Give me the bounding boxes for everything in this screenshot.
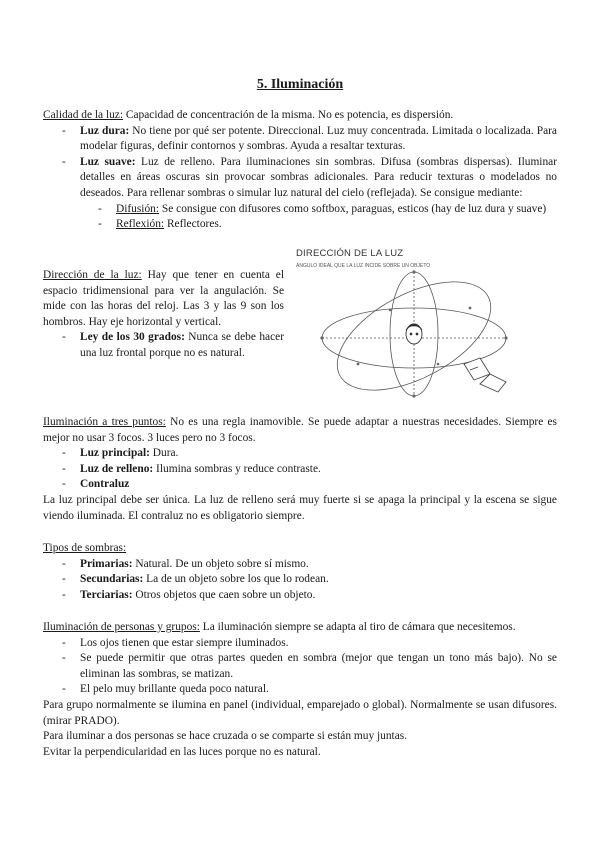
section-direccion bbox=[43, 268, 284, 362]
list-item bbox=[43, 217, 557, 233]
item-term: Luz de relleno: bbox=[80, 462, 154, 475]
list-item bbox=[43, 446, 557, 462]
item-term: Luz dura: bbox=[80, 124, 130, 137]
sombras-heading: Tipos de sombras: bbox=[43, 542, 127, 554]
item-term: Ley de los 30 grados: bbox=[80, 331, 185, 344]
section-sombras bbox=[43, 541, 557, 603]
page-title: 5. Iluminación bbox=[256, 77, 344, 92]
item-text: Natural. De un objeto sobre sí mismo. bbox=[132, 557, 309, 570]
item-term: Terciarias: bbox=[80, 588, 133, 601]
personas-heading: Iluminación de personas y grupos: bbox=[43, 621, 200, 633]
list-item bbox=[43, 477, 557, 493]
personas-list bbox=[43, 636, 557, 698]
item-text: La de un objeto sobre los que lo rodean. bbox=[143, 573, 329, 586]
item-text: Nunca se debe hacer una luz frontal porque no es natural. bbox=[80, 331, 284, 359]
calidad-sublist bbox=[43, 202, 557, 233]
list-item bbox=[43, 557, 557, 573]
item-term: Difusión: bbox=[116, 202, 160, 215]
item-term: Luz suave: bbox=[80, 155, 136, 168]
item-text: Luz de relleno. Para iluminaciones sin sombras. Difusa (sombras dispersas). Iluminar detalles en áreas oscuras sin provocar sombras adicionales. Para reducir texturas o modelados no deseados. Para rellenar sombras o simular luz natural del cielo (reflejada). Se consigue mediante: bbox=[80, 155, 558, 199]
list-item: - El pelo muy brillante queda poco natural. bbox=[43, 682, 557, 698]
sombras-paragraph bbox=[43, 541, 557, 557]
personas-text: La iluminación siempre se adapta al tiro de cámara que necesitemos. bbox=[199, 621, 516, 633]
section-calidad bbox=[43, 108, 557, 233]
list-item: - Los ojos tienen que estar siempre iluminados. bbox=[43, 636, 557, 652]
direccion-paragraph bbox=[43, 268, 284, 330]
item-text: No tiene por qué ser potente. Direccional. Luz muy concentrada. Limitada o localizada. Para modelar figuras, definir contornos y sombras. Ayuda a resaltar texturas. bbox=[80, 124, 557, 153]
calidad-list bbox=[43, 124, 557, 202]
item-text: Se consigue con difusores como softbox, paraguas, esticos (hay de luz dura y suave) bbox=[159, 202, 547, 215]
personas-para2: Para iluminar a dos personas se hace cruzada o se comparte si están muy juntas. bbox=[43, 730, 408, 743]
item-term: Contraluz bbox=[80, 478, 130, 491]
list-item bbox=[43, 330, 284, 361]
section-tres-puntos bbox=[43, 415, 557, 524]
item-text: Reflectores. bbox=[164, 218, 222, 231]
item-text: Dura. bbox=[149, 447, 179, 460]
section-personas bbox=[43, 620, 557, 760]
head-object-icon bbox=[406, 324, 422, 344]
direccion-list bbox=[43, 330, 284, 361]
list-item: - Se puede permitir que otras partes queden en sombra (mejor que tengan un tono más bajo). No se eliminan las sombras, se matizan. bbox=[43, 651, 557, 682]
list-item bbox=[43, 155, 557, 202]
tres-puntos-after: La luz principal debe ser única. La luz de relleno será muy fuerte si se apaga la principal y la escena se sigue viendo iluminada. El contraluz no es obligatorio siempre. bbox=[43, 493, 557, 522]
calidad-paragraph bbox=[43, 108, 557, 124]
item-text: Ilumina sombras y reduce contraste. bbox=[153, 462, 321, 475]
tres-puntos-list bbox=[43, 446, 557, 493]
light-sphere-diagram bbox=[294, 246, 556, 400]
item-text: Otros objetos que caen sobre un objeto. bbox=[132, 588, 316, 601]
calidad-heading: Calidad de la luz: bbox=[43, 109, 124, 121]
personas-para3: Evitar la perpendicularidad en las luces porque no es natural. bbox=[43, 745, 321, 758]
item-term: Secundarias: bbox=[80, 573, 144, 586]
figure-title: DIRECCIÓN DE LA LUZ bbox=[296, 248, 404, 259]
tres-puntos-text: No es una regla inamovible. Se puede adaptar a nuestras necesidades. Siempre es mejor no usar 3 focos. 3 luces pero no 3 focos. bbox=[43, 416, 557, 444]
item-term: Luz principal: bbox=[80, 447, 150, 460]
direccion-text: Hay que tener en cuenta el espacio tridimensional para ver la angulación. Se mide con las horas del reloj. Las 3 y las 9 son los hombros. Hay eje horizontal y vertical. bbox=[43, 269, 284, 328]
spotlight-icon bbox=[464, 358, 506, 392]
sombras-list bbox=[43, 557, 557, 604]
tres-puntos-heading: Iluminación a tres puntos: bbox=[43, 416, 166, 428]
item-term: Primarias: bbox=[80, 557, 133, 570]
list-item bbox=[43, 588, 557, 604]
list-item bbox=[43, 124, 557, 155]
personas-para1: Para grupo normalmente se ilumina en panel (individual, emparejado o global). Normalmente se usan difusores. (mirar PRADO). bbox=[43, 698, 557, 727]
list-item bbox=[43, 572, 557, 588]
figure-subtitle: ÁNGULO IDEAL QUE LA LUZ INCIDE SOBRE UN OBJETO bbox=[296, 263, 431, 269]
list-item bbox=[43, 462, 557, 478]
direccion-heading: Dirección de la luz: bbox=[43, 269, 142, 281]
calidad-text: Capacidad de concentración de la misma. No es potencia, es dispersión. bbox=[123, 109, 454, 121]
list-item bbox=[43, 202, 557, 218]
tres-puntos-paragraph bbox=[43, 415, 557, 446]
item-term: Reflexión: bbox=[116, 218, 165, 231]
light-direction-figure bbox=[294, 246, 556, 400]
personas-paragraph bbox=[43, 620, 557, 636]
